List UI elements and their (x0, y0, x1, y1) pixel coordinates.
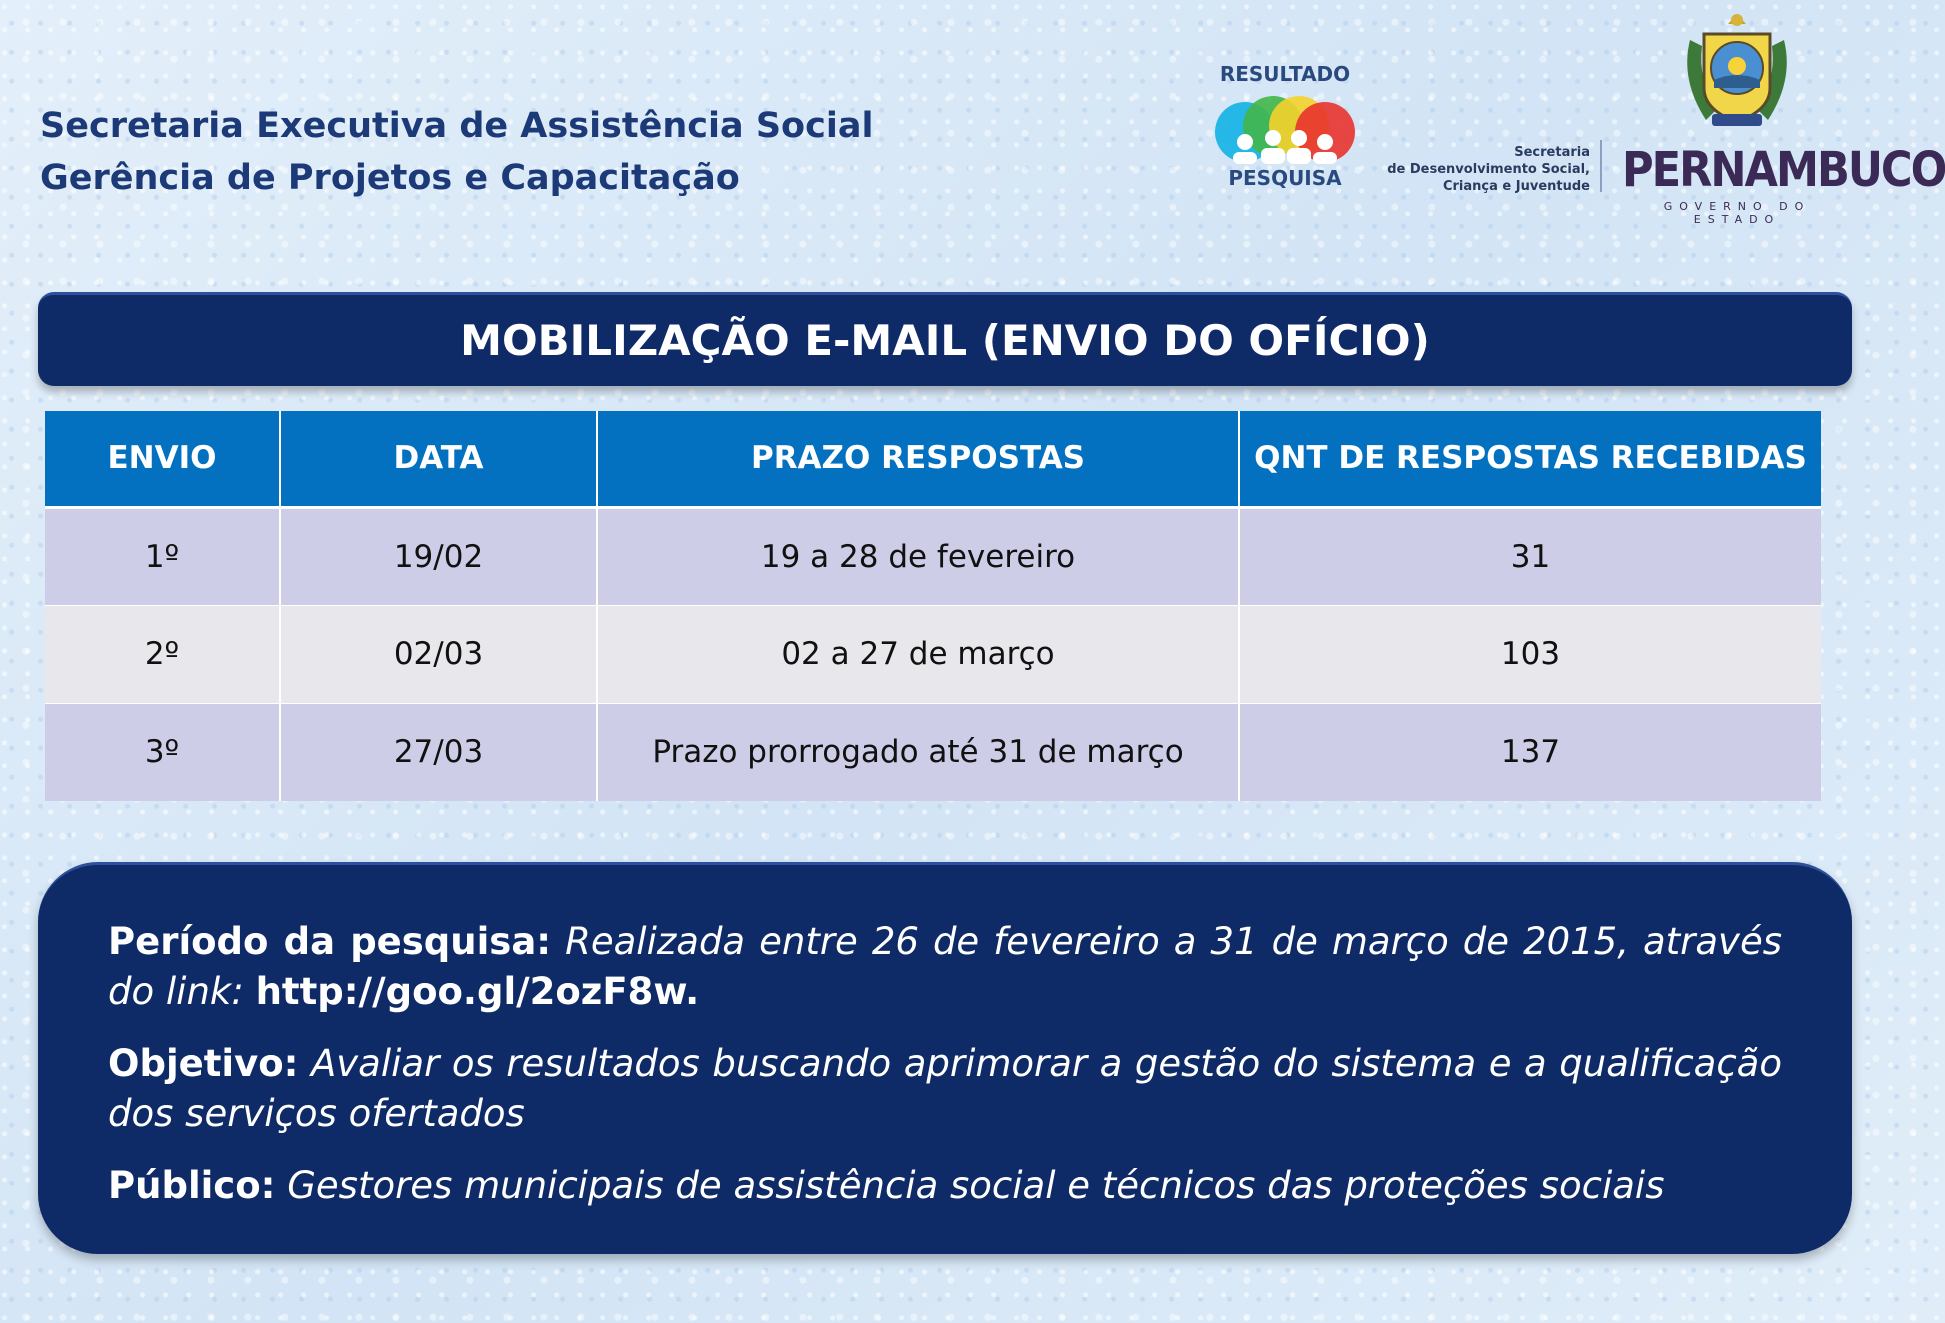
secretaria-line-2: de Desenvolvimento Social, (1387, 162, 1590, 177)
secretaria-line-1: Secretaria (1514, 145, 1590, 160)
logo-resultado-top: RESULTADO (1219, 62, 1351, 86)
state-name: PERNAMBUCO (1622, 142, 1945, 198)
objetivo-label: Objetivo: (108, 1042, 299, 1085)
header-data: DATA (280, 411, 597, 507)
table-row (45, 605, 1821, 703)
table-header-row (45, 411, 1821, 507)
org-line-2: Gerência de Projetos e Capacitação (40, 158, 740, 198)
logo-resultado-bottom: PESQUISA (1228, 166, 1342, 190)
mobilizacao-table (45, 411, 1821, 801)
periodo-paragraph (108, 917, 1782, 1017)
publico-label: Público: (108, 1164, 276, 1207)
publico-paragraph (108, 1161, 1782, 1211)
organization-heading (40, 100, 873, 204)
cell-qnt: 103 (1239, 605, 1821, 703)
secretaria-line-3: Criança e Juventude (1442, 179, 1590, 194)
state-subtitle: GOVERNO DO ESTADO (1663, 200, 1811, 226)
objetivo-text: Avaliar os resultados buscando aprimorar a gestão do sistema e a qualificação dos serviços ofertados (108, 1042, 1782, 1135)
table-row (45, 703, 1821, 801)
cell-prazo: Prazo prorrogado até 31 de março (597, 703, 1239, 801)
header-prazo: PRAZO RESPOSTAS (597, 411, 1239, 507)
people-circles-icon (1215, 90, 1355, 164)
pernambuco-crest-icon (1676, 10, 1798, 142)
page-title: MOBILIZAÇÃO E-MAIL (ENVIO DO OFÍCIO) (460, 316, 1430, 365)
cell-envio: 2º (45, 605, 280, 703)
info-panel (38, 862, 1852, 1254)
objetivo-paragraph (108, 1039, 1782, 1139)
cell-data: 02/03 (280, 605, 597, 703)
header-envio: ENVIO (45, 411, 280, 507)
header-divider (1600, 140, 1602, 192)
org-line-1: Secretaria Executiva de Assistência Social (40, 106, 874, 146)
cell-prazo: 19 a 28 de fevereiro (597, 507, 1239, 605)
cell-qnt: 137 (1239, 703, 1821, 801)
periodo-link[interactable]: http://goo.gl/2ozF8w. (255, 970, 700, 1013)
cell-qnt: 31 (1239, 507, 1821, 605)
periodo-text: Realizada entre 26 de fevereiro a 31 de março de 2015, através do link: (108, 920, 1782, 1013)
cell-envio: 3º (45, 703, 280, 801)
publico-text: Gestores municipais de assistência social e técnicos das proteções sociais (287, 1164, 1665, 1207)
cell-data: 27/03 (280, 703, 597, 801)
resultado-pesquisa-logo (1205, 62, 1365, 200)
table-row (45, 507, 1821, 605)
header-qnt: QNT DE RESPOSTAS RECEBIDAS (1239, 411, 1821, 507)
periodo-label: Período da pesquisa: (108, 920, 552, 963)
cell-prazo: 02 a 27 de março (597, 605, 1239, 703)
title-banner (38, 292, 1852, 386)
cell-data: 19/02 (280, 507, 597, 605)
secretaria-caption (1380, 144, 1590, 195)
cell-envio: 1º (45, 507, 280, 605)
